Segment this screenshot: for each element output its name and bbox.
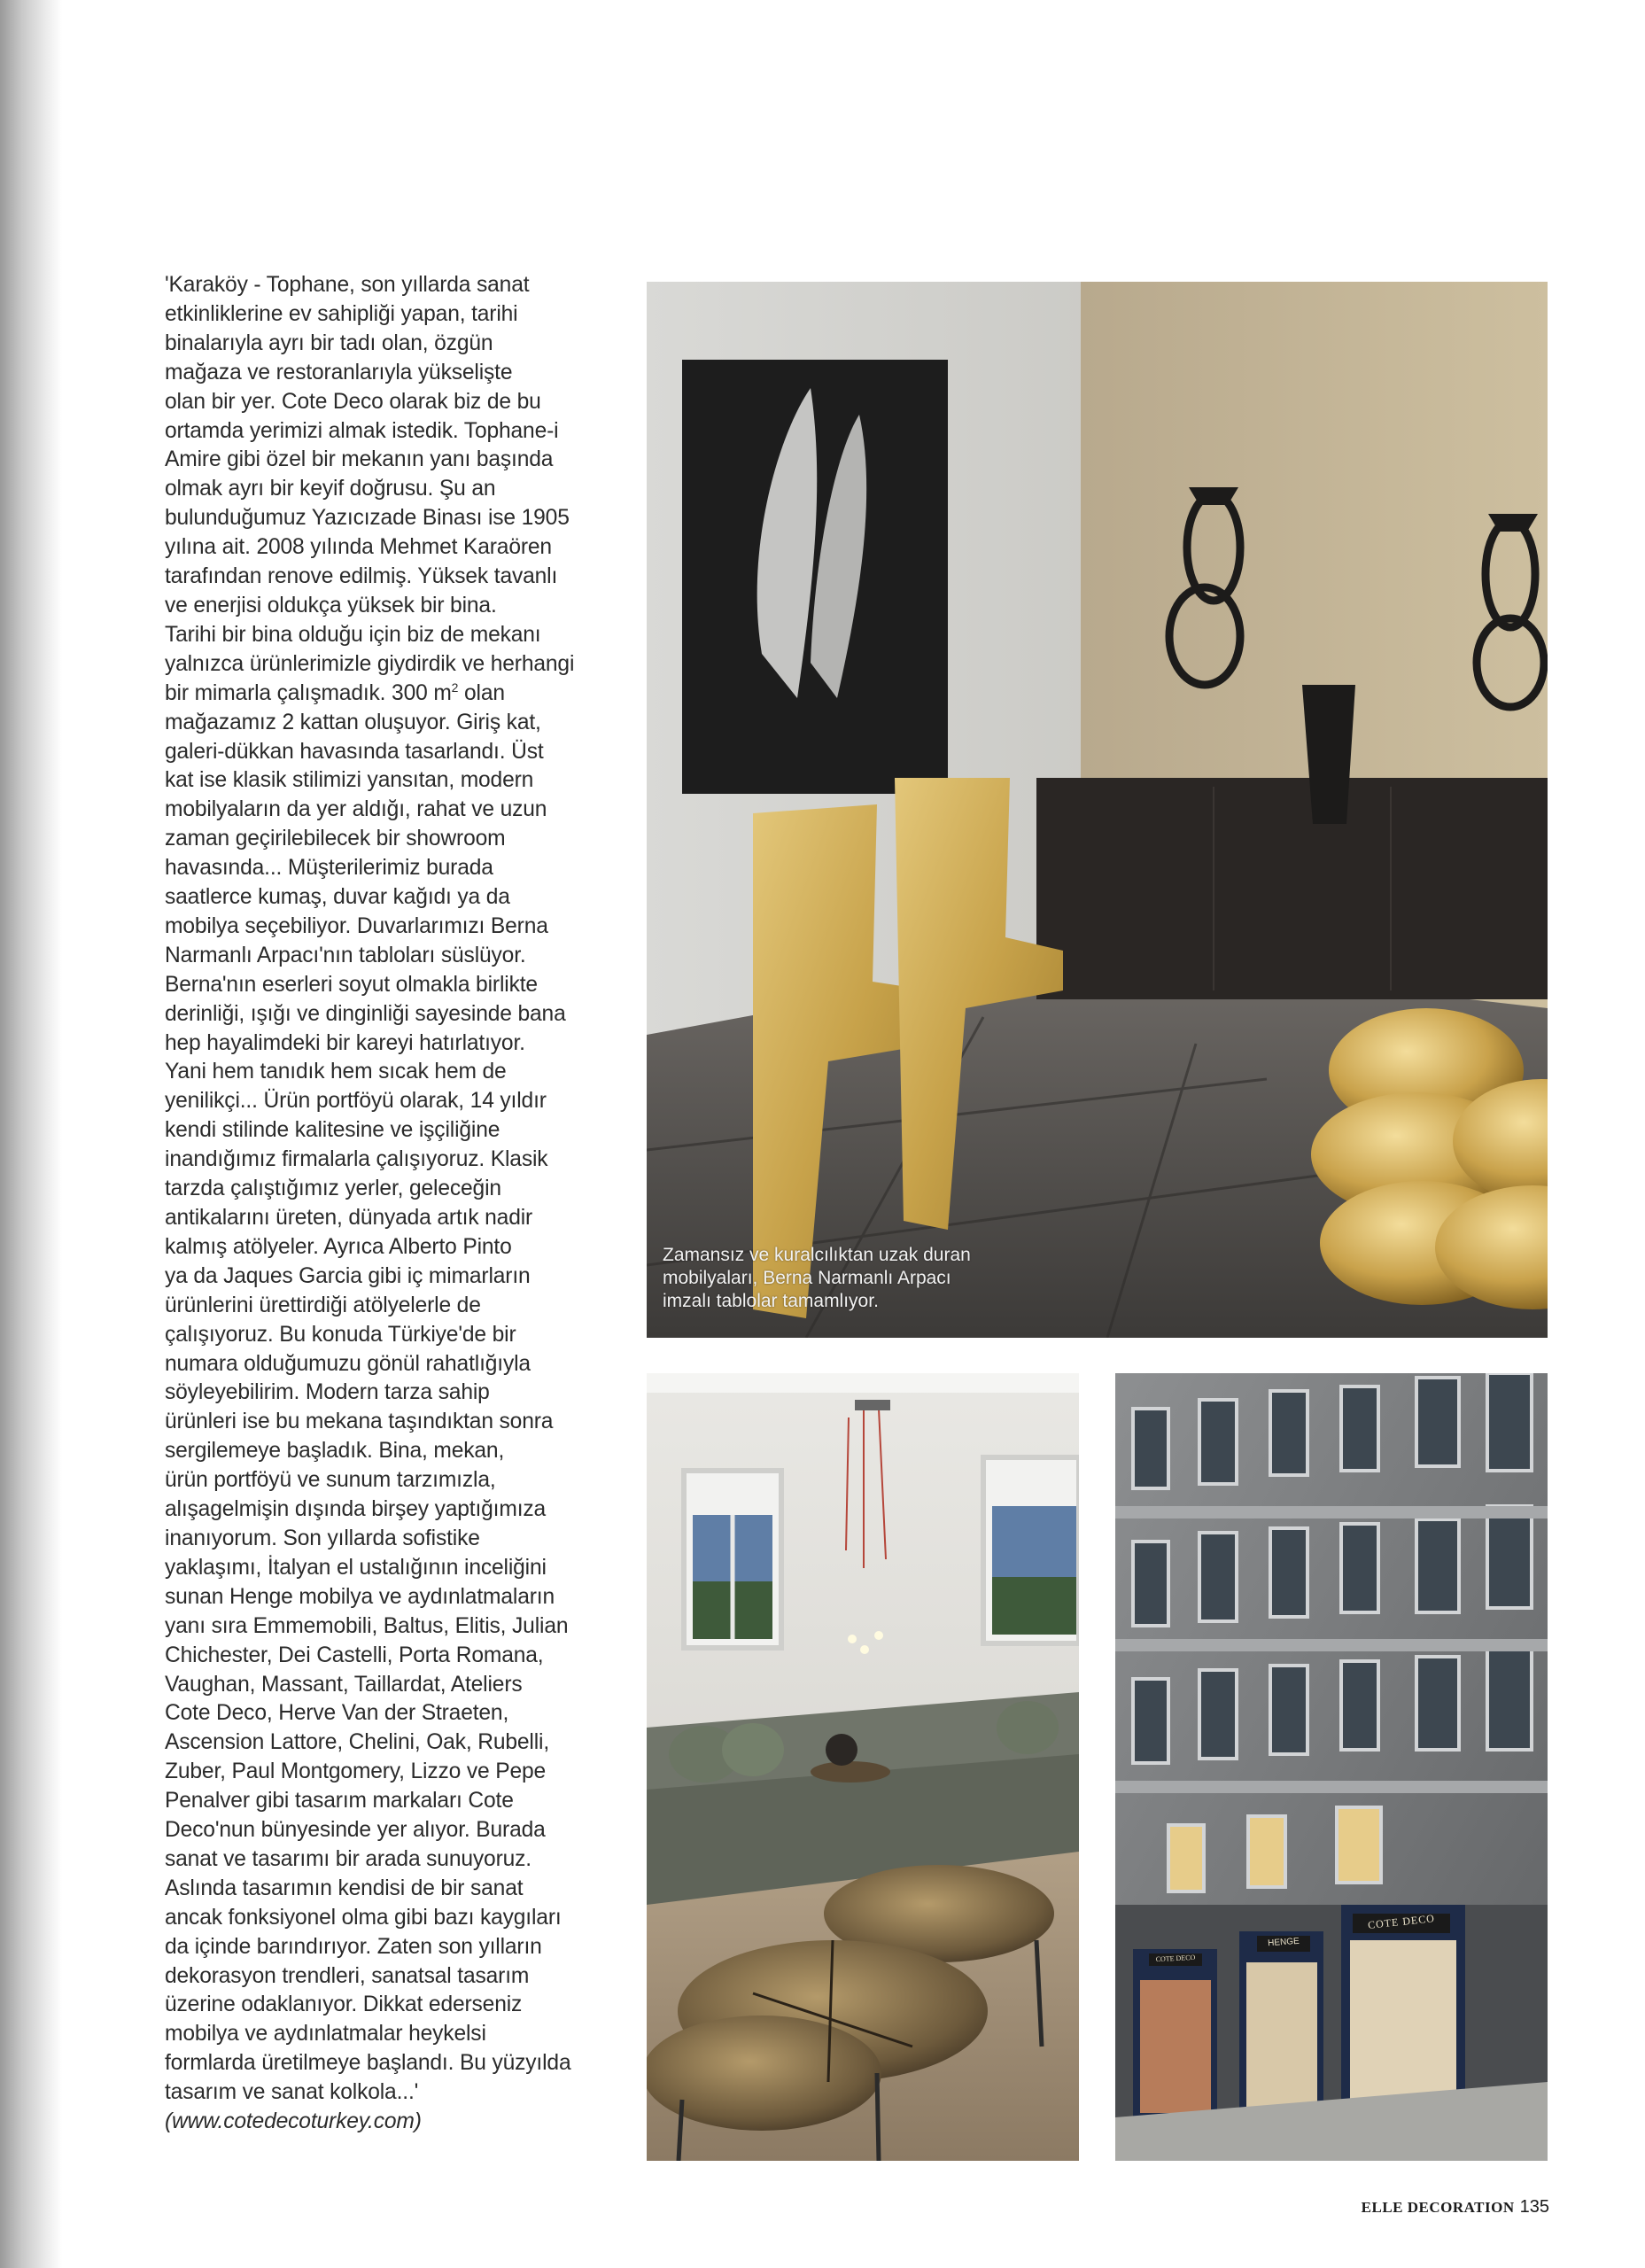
article-line: inanıyorum. Son yıllarda sofistike — [165, 1526, 480, 1550]
article-line: Chichester, Dei Castelli, Porta Romana, — [165, 1643, 544, 1667]
article-line: Ascension Lattore, Chelini, Oak, Rubelli, — [165, 1730, 550, 1755]
article-line: sunan Henge mobilya ve aydınlatmaların — [165, 1584, 555, 1609]
article-line: Amire gibi özel bir mekanın yanı başında — [165, 447, 554, 472]
caption-line: mobilyaları, Berna Narmanlı Arpacı — [663, 1268, 951, 1288]
article-line: inandığımız firmalarla çalışıyoruz. Klasik — [165, 1147, 548, 1172]
magazine-name: ELLE DECORATION — [1361, 2199, 1515, 2216]
article-line: antikalarını üreten, dünyada artık nadir — [165, 1206, 533, 1230]
storefront-sign-henge: HENGE — [1267, 1936, 1300, 1949]
photo-caption — [663, 1244, 1035, 1313]
article-line: kalmış atölyeler. Ayrıca Alberto Pinto — [165, 1234, 512, 1259]
article-line: etkinliklerine ev sahipliği yapan, tarihi — [165, 301, 518, 326]
article-line: yılına ait. 2008 yılında Mehmet Karaören — [165, 535, 552, 560]
article-line: mobilya ve aydınlatmalar heykelsi — [165, 2022, 486, 2047]
caption-line: imzalı tablolar tamamlıyor. — [663, 1291, 879, 1311]
article-line: sergilemeye başladık. Bina, mekan, — [165, 1439, 505, 1464]
article-line: Yani hem tanıdık hem sıcak hem de — [165, 1060, 507, 1084]
article-line: galeri-dükkan havasında tasarlandı. Üst — [165, 739, 544, 764]
article-line: tarzda çalıştığımız yerler, geleceğin — [165, 1177, 501, 1201]
article-line: olmak ayrı bir keyif doğrusu. Şu an — [165, 477, 496, 501]
article-line: ortamda yerimizi almak istedik. Tophane-i — [165, 418, 559, 443]
article-line: olan bir yer. Cote Deco olarak biz de bu — [165, 389, 541, 414]
article-line: kendi stilinde kalitesine ve işçiliğine — [165, 1118, 500, 1143]
article-line: yanı sıra Emmemobili, Baltus, Elitis, Julian — [165, 1613, 569, 1638]
page-footer — [1362, 2197, 1549, 2218]
article-line: Berna'nın eserleri soyut olmakla birlikte — [165, 972, 538, 997]
article-line: kat ise klasik stilimizi yansıtan, modern — [165, 768, 534, 793]
photo-lounge-interior — [647, 1373, 1079, 2161]
article-line: bir mimarla çalışmadık. 300 $m^2$ olan — [165, 680, 505, 705]
storefront-sign-cote-deco: COTE DECO — [1367, 1912, 1436, 1931]
article-line: yalnızca ürünlerimizle giydirdik ve herhangi — [165, 651, 575, 676]
article-line: Aslında tasarımın kendisi de bir sanat — [165, 1876, 524, 1900]
article-line: hep hayalimdeki bir kareyi hatırlatıyor. — [165, 1030, 525, 1055]
article-line: ve enerjisi oldukça yüksek bir bina. — [165, 593, 497, 617]
article-line: mağazamız 2 kattan oluşuyor. Giriş kat, — [165, 710, 541, 734]
article-line: ya da Jaques Garcia gibi iç mimarların — [165, 1263, 531, 1288]
article-url: (www.cotedecoturkey.com) — [165, 2109, 422, 2134]
page-spine-shadow — [0, 0, 62, 2268]
article-line: tasarım ve sanat kolkola...' — [165, 2080, 419, 2105]
article-line: mağaza ve restoranlarıyla yükselişte — [165, 360, 513, 384]
article-line: Zuber, Paul Montgomery, Lizzo ve Pepe — [165, 1759, 547, 1784]
article-line: zaman geçirilebilecek bir showroom — [165, 827, 506, 851]
article-line: ürünlerini ürettirdiği atölyelerle de — [165, 1293, 481, 1317]
article-line: numara olduğumuzu gönül rahatlığıyla — [165, 1351, 531, 1376]
article-line: yenilikçi... Ürün portföyü olarak, 14 yıldır — [165, 1089, 547, 1114]
article-line: üzerine odaklanıyor. Dikkat ederseniz — [165, 1992, 523, 2017]
article-line: sanat ve tasarımı bir arada sunuyoruz. — [165, 1846, 532, 1871]
article-line: ürünleri ise bu mekana taşındıktan sonra — [165, 1410, 554, 1434]
article-line: tarafından renove edilmiş. Yüksek tavanlı — [165, 564, 558, 589]
article-line: dekorasyon trendleri, sanatsal tasarım — [165, 1963, 530, 1988]
photo-building-exterior — [1115, 1373, 1548, 2161]
storefront-sign-small: COTE DECO — [1155, 1953, 1196, 1964]
article-line: Narmanlı Arpacı'nın tabloları süslüyor. — [165, 943, 526, 967]
article-line: yaklaşımı, İtalyan el ustalığının inceliğini — [165, 1555, 547, 1580]
article-line: söyleyebilirim. Modern tarza sahip — [165, 1380, 490, 1405]
article-line: formlarda üretilmeye başlandı. Bu yüzyılda — [165, 2051, 571, 2076]
article-line: ancak fonksiyonel olma gibi bazı kaygıları — [165, 1905, 562, 1930]
article-line: binalarıyla ayrı bir tadı olan, özgün — [165, 330, 493, 355]
article-line: bulunduğumuz Yazıcızade Binası ise 1905 — [165, 506, 570, 531]
page-number: 135 — [1519, 2197, 1549, 2217]
article-line: Tarihi bir bina olduğu için biz de mekanı — [165, 622, 541, 647]
article-line: ürün portföyü ve sunum tarzımızla, — [165, 1468, 496, 1493]
article-line: alışagelmişin dışında birşey yaptığımıza — [165, 1497, 547, 1522]
article-line: Deco'nun bünyesinde yer alıyor. Burada — [165, 1818, 546, 1843]
article-line: havasında... Müşterilerimiz burada — [165, 856, 493, 881]
article-line: saatlerce kumaş, duvar kağıdı ya da — [165, 885, 510, 910]
article-line: 'Karaköy - Tophane, son yıllarda sanat — [165, 273, 530, 297]
article-line: Penalver gibi tasarım markaları Cote — [165, 1789, 514, 1814]
photo-gallery-interior — [647, 282, 1548, 1338]
article-line: mobilya seçebiliyor. Duvarlarımızı Berna — [165, 913, 548, 938]
article-line: çalışıyoruz. Bu konuda Türkiye'de bir — [165, 1322, 516, 1347]
caption-line: Zamansız ve kuralcılıktan uzak duran — [663, 1245, 971, 1265]
article-line: derinliği, ışığı ve dinginliği sayesinde bana — [165, 1001, 566, 1026]
article-line: Cote Deco, Herve Van der Straeten, — [165, 1701, 509, 1726]
article-line: da içinde barındırıyor. Zaten son yılların — [165, 1934, 542, 1959]
article-body — [165, 271, 625, 2137]
article-line: Vaughan, Massant, Taillardat, Ateliers — [165, 1672, 523, 1697]
article-line: mobilyaların da yer aldığı, rahat ve uzun — [165, 797, 547, 822]
